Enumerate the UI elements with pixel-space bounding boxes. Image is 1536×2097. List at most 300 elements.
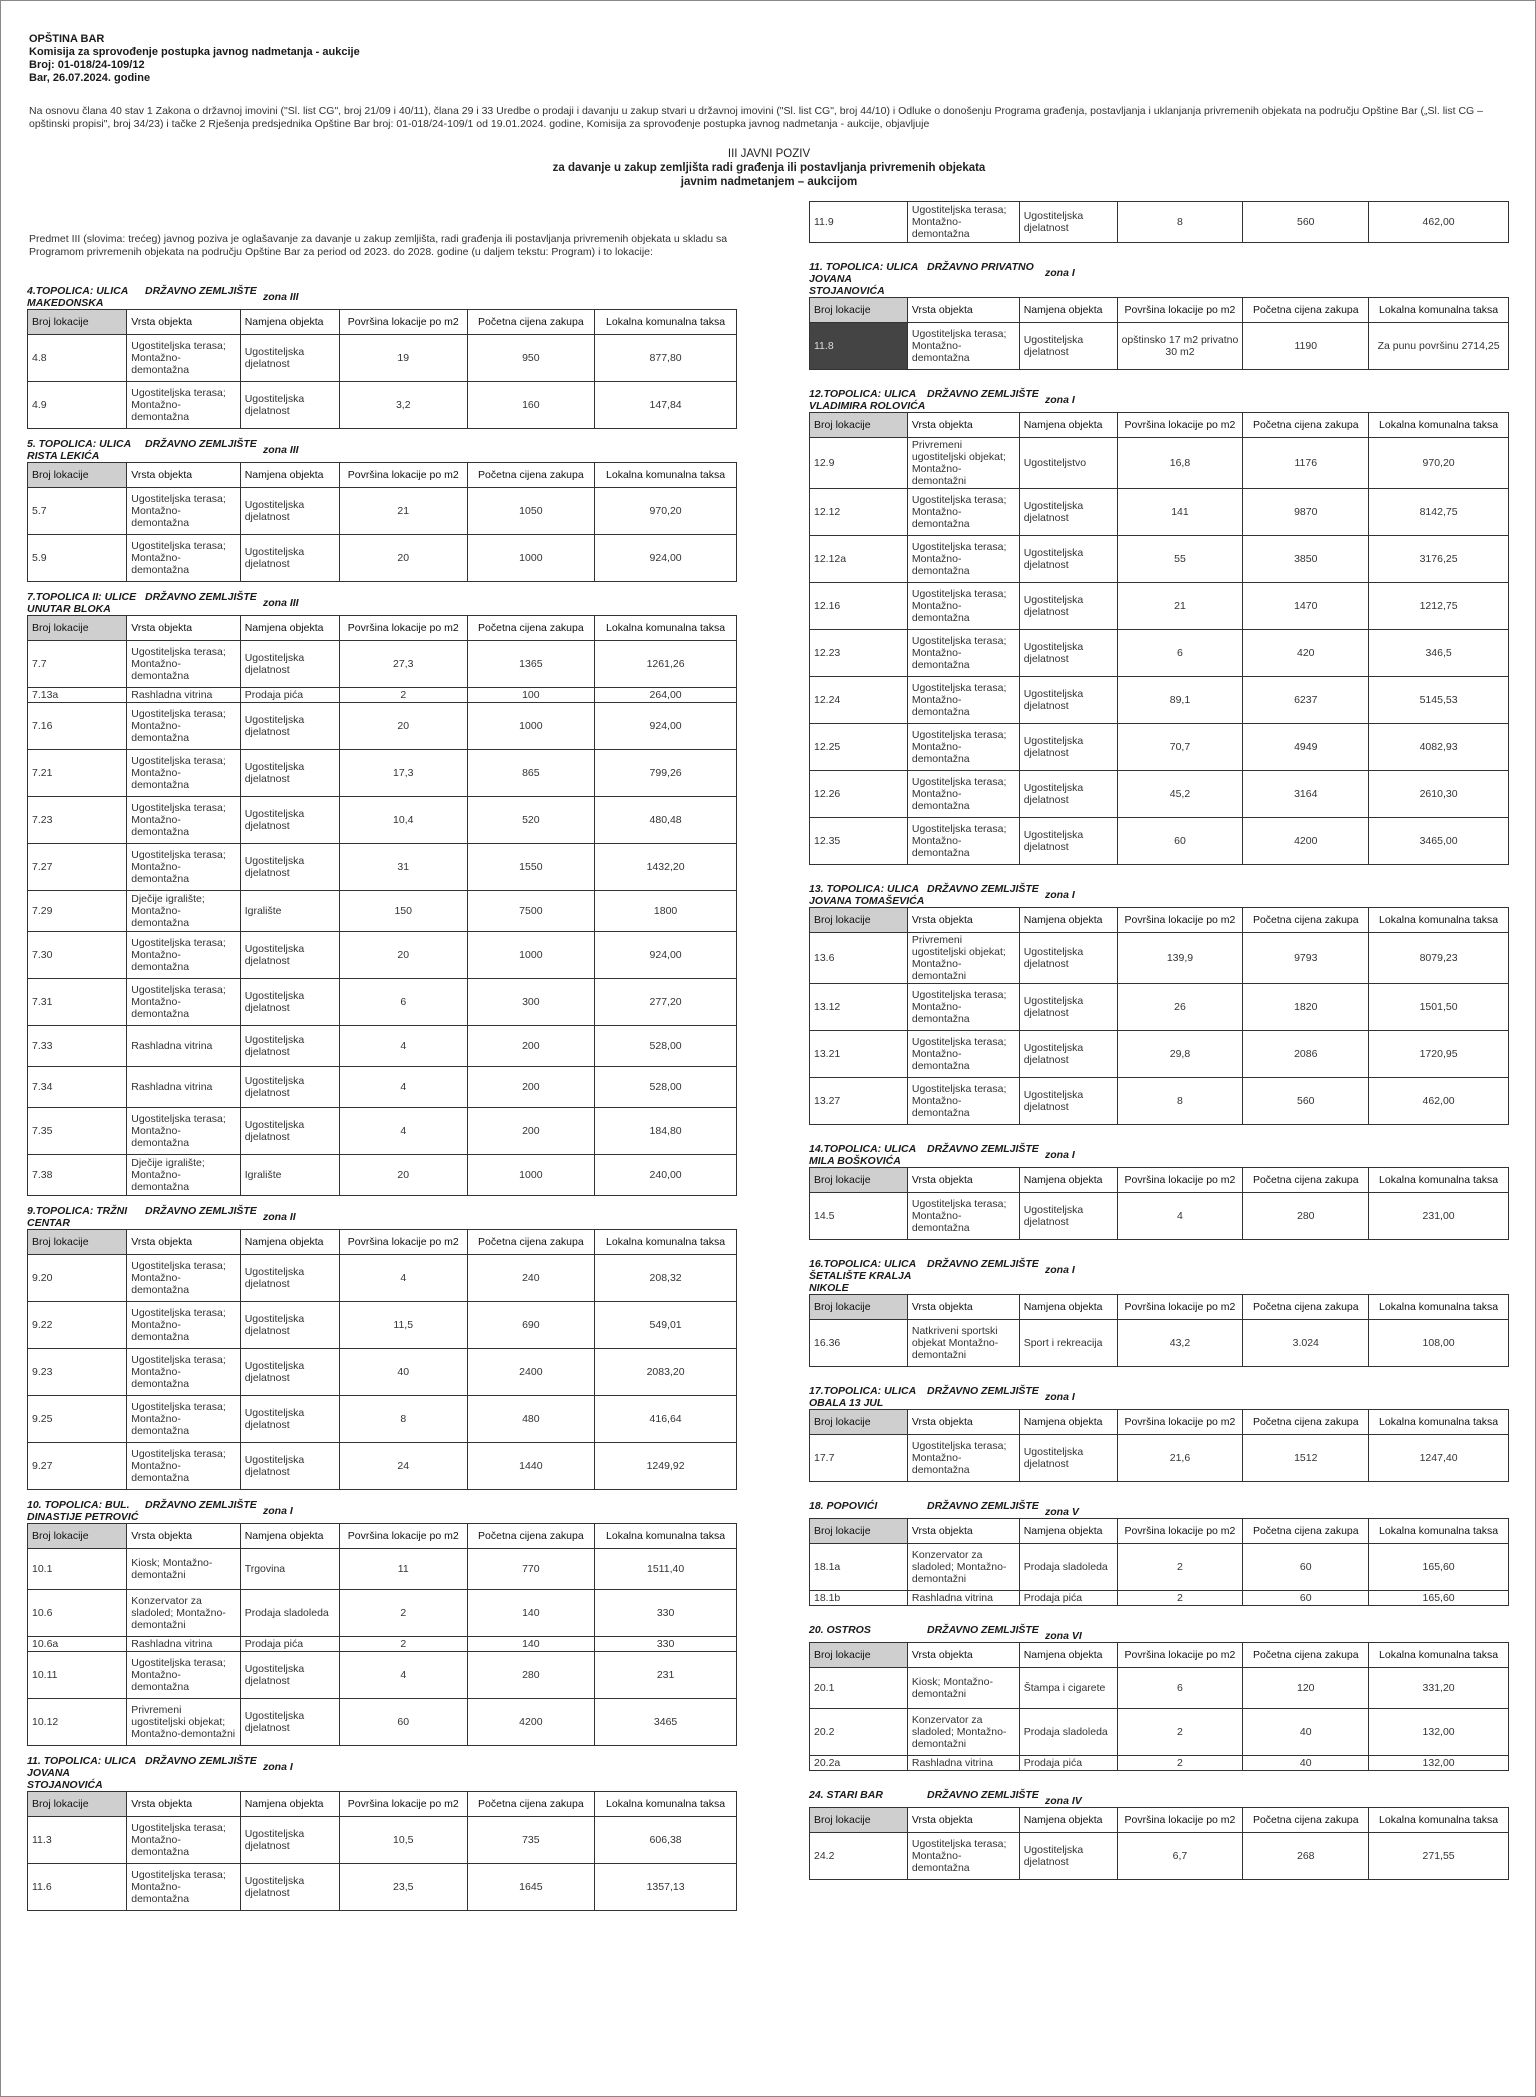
- table-cell: 2083,20: [595, 1349, 737, 1396]
- table-row: [28, 1302, 737, 1349]
- table-cell: Ugostiteljska djelatnost: [1019, 630, 1117, 677]
- table-cell: Ugostiteljska djelatnost: [1019, 933, 1117, 984]
- table-cell: Ugostiteljska djelatnost: [240, 1396, 339, 1443]
- section-zone: zona I: [1045, 1149, 1075, 1161]
- column-header: Broj lokacije: [810, 908, 908, 933]
- table-cell: 950: [467, 335, 595, 382]
- table-row: [28, 1652, 737, 1699]
- table-cell: Ugostiteljska djelatnost: [1019, 1833, 1117, 1880]
- table-cell: 10.1: [28, 1549, 127, 1590]
- table-cell: 240: [467, 1255, 595, 1302]
- table-row: [28, 1349, 737, 1396]
- column-header: Namjena objekta: [1019, 1295, 1117, 1320]
- column-header: Početna cijena zakupa: [467, 616, 595, 641]
- table-cell: 4: [339, 1108, 467, 1155]
- table-cell: Ugostiteljska djelatnost: [240, 1349, 339, 1396]
- table-cell: Ugostiteljska djelatnost: [240, 797, 339, 844]
- table-cell: 231,00: [1369, 1193, 1509, 1240]
- column-header: Površina lokacije po m2: [1117, 1295, 1243, 1320]
- column-header: Namjena objekta: [240, 616, 339, 641]
- section-heading: [809, 1385, 1509, 1409]
- table-row: [28, 750, 737, 797]
- column-header: Početna cijena zakupa: [467, 310, 595, 335]
- column-header: Lokalna komunalna taksa: [595, 616, 737, 641]
- table-cell: Ugostiteljska terasa; Montažno-demontažna: [907, 1078, 1019, 1125]
- locations-table: [809, 412, 1509, 865]
- table-cell: 12.12a: [810, 536, 908, 583]
- table-cell: 12.23: [810, 630, 908, 677]
- section-ownership: DRŽAVNO PRIVATNO: [927, 261, 1034, 273]
- section-location-name: 12.TOPOLICA: ULICA VLADIMIRA ROLOVIĆA: [809, 388, 926, 412]
- section-location-name: 20. OSTROS: [809, 1624, 871, 1636]
- table-row: [28, 1155, 737, 1196]
- table-cell: 17,3: [339, 750, 467, 797]
- section-ownership: DRŽAVNO ZEMLJIŠTE: [145, 591, 257, 603]
- table-cell: 924,00: [595, 703, 737, 750]
- table-cell: 1247,40: [1369, 1435, 1509, 1482]
- table-cell: 4: [1117, 1193, 1243, 1240]
- section-location-name: 9.TOPOLICA: TRŽNI CENTAR: [27, 1205, 128, 1229]
- column-header: Lokalna komunalna taksa: [1369, 1410, 1509, 1435]
- table-cell: Rashladna vitrina: [127, 1637, 240, 1652]
- table-row: [810, 933, 1509, 984]
- table-header-row: [28, 310, 737, 335]
- column-header: Površina lokacije po m2: [339, 616, 467, 641]
- table-cell: Ugostiteljska djelatnost: [1019, 984, 1117, 1031]
- section-heading: [809, 1500, 1509, 1518]
- table-row: [28, 932, 737, 979]
- table-cell: 24: [339, 1443, 467, 1490]
- column-header: Početna cijena zakupa: [1243, 908, 1369, 933]
- table-row: [810, 1435, 1509, 1482]
- column-header: Namjena objekta: [240, 463, 339, 488]
- location-section: [27, 591, 737, 1196]
- table-cell: Ugostiteljstvo: [1019, 438, 1117, 489]
- table-cell: 4200: [467, 1699, 595, 1746]
- table-cell: Konzervator za sladoled; Montažno-demontažni: [127, 1590, 240, 1637]
- right-column: [809, 201, 1509, 1880]
- table-cell: Ugostiteljska djelatnost: [1019, 1031, 1117, 1078]
- table-cell: 200: [467, 1108, 595, 1155]
- table-cell: 2: [1117, 1709, 1243, 1756]
- table-cell: Prodaja pića: [1019, 1756, 1117, 1771]
- locations-table: [809, 1518, 1509, 1606]
- table-cell: 43,2: [1117, 1320, 1243, 1367]
- table-cell: 11.6: [28, 1864, 127, 1911]
- table-cell: 6: [339, 979, 467, 1026]
- table-cell: 560: [1243, 202, 1369, 243]
- table-cell: 8: [339, 1396, 467, 1443]
- section-zone: zona III: [263, 597, 299, 609]
- table-header-row: [810, 413, 1509, 438]
- column-header: Lokalna komunalna taksa: [595, 1230, 737, 1255]
- table-cell: Igralište: [240, 1155, 339, 1196]
- table-cell: 100: [467, 688, 595, 703]
- table-row: [28, 1396, 737, 1443]
- column-header: Namjena objekta: [240, 310, 339, 335]
- table-cell: Rashladna vitrina: [127, 1067, 240, 1108]
- table-cell: 1000: [467, 1155, 595, 1196]
- table-cell: 60: [1243, 1591, 1369, 1606]
- section-heading: [27, 285, 737, 309]
- column-header: Vrsta objekta: [127, 1230, 240, 1255]
- column-header: Lokalna komunalna taksa: [1369, 908, 1509, 933]
- section-zone: zona V: [1045, 1506, 1079, 1518]
- table-header-row: [810, 1410, 1509, 1435]
- table-header-row: [810, 1519, 1509, 1544]
- table-cell: 3.024: [1243, 1320, 1369, 1367]
- table-cell: 9.25: [28, 1396, 127, 1443]
- table-row: [28, 335, 737, 382]
- table-cell: 7.23: [28, 797, 127, 844]
- table-cell: Za punu površinu 2714,25: [1369, 323, 1509, 370]
- table-cell: Ugostiteljska terasa; Montažno-demontažna: [907, 1031, 1019, 1078]
- table-cell: Ugostiteljska djelatnost: [1019, 536, 1117, 583]
- location-section: [27, 285, 737, 429]
- section-zone: zona I: [1045, 1391, 1075, 1403]
- table-cell: 5.9: [28, 535, 127, 582]
- table-cell: Ugostiteljska djelatnost: [1019, 1078, 1117, 1125]
- table-row: [28, 535, 737, 582]
- document-number: Broj: 01-018/24-109/12: [29, 59, 145, 71]
- column-header: Vrsta objekta: [127, 616, 240, 641]
- table-cell: Ugostiteljska terasa; Montažno-demontažna: [907, 583, 1019, 630]
- table-cell: 7.21: [28, 750, 127, 797]
- table-cell: Privremeni ugostiteljski objekat; Montažno-demontažni: [127, 1699, 240, 1746]
- table-cell: 165,60: [1369, 1591, 1509, 1606]
- section-heading: [809, 388, 1509, 412]
- table-cell: 12.26: [810, 771, 908, 818]
- table-cell: 480,48: [595, 797, 737, 844]
- table-cell: 200: [467, 1026, 595, 1067]
- table-cell: 19: [339, 335, 467, 382]
- table-cell: Ugostiteljska djelatnost: [1019, 677, 1117, 724]
- table-row: [810, 536, 1509, 583]
- table-row: [28, 1443, 737, 1490]
- column-header: Površina lokacije po m2: [1117, 413, 1243, 438]
- table-cell: Ugostiteljska djelatnost: [240, 1026, 339, 1067]
- column-header: Lokalna komunalna taksa: [1369, 298, 1509, 323]
- table-cell: Ugostiteljska djelatnost: [240, 750, 339, 797]
- table-cell: 10.6: [28, 1590, 127, 1637]
- column-header: Broj lokacije: [810, 1519, 908, 1544]
- table-cell: 29,8: [1117, 1031, 1243, 1078]
- table-row: [28, 1637, 737, 1652]
- table-cell: 3164: [1243, 771, 1369, 818]
- table-cell: 147,84: [595, 382, 737, 429]
- table-cell: 11.8: [810, 323, 908, 370]
- table-cell: 12.35: [810, 818, 908, 865]
- table-cell: 280: [1243, 1193, 1369, 1240]
- table-row: [810, 677, 1509, 724]
- column-header: Namjena objekta: [1019, 908, 1117, 933]
- table-cell: Prodaja pića: [240, 1637, 339, 1652]
- table-cell: 1440: [467, 1443, 595, 1490]
- table-cell: 150: [339, 891, 467, 932]
- column-header: Površina lokacije po m2: [1117, 1410, 1243, 1435]
- table-cell: 528,00: [595, 1067, 737, 1108]
- section-heading: [809, 1789, 1509, 1807]
- title-line-1: III JAVNI POZIV: [727, 148, 811, 160]
- column-header: Lokalna komunalna taksa: [595, 463, 737, 488]
- table-cell: 606,38: [595, 1817, 737, 1864]
- section-zone: zona I: [263, 1505, 293, 1517]
- locations-table: [27, 1791, 737, 1911]
- table-cell: 1820: [1243, 984, 1369, 1031]
- column-header: Vrsta objekta: [907, 908, 1019, 933]
- table-cell: 7.34: [28, 1067, 127, 1108]
- column-header: Početna cijena zakupa: [1243, 1168, 1369, 1193]
- table-cell: 924,00: [595, 535, 737, 582]
- table-cell: 1357,13: [595, 1864, 737, 1911]
- table-cell: 2: [1117, 1544, 1243, 1591]
- table-cell: Ugostiteljska terasa; Montažno-demontažna: [127, 488, 240, 535]
- table-cell: 12.9: [810, 438, 908, 489]
- table-cell: 7.13a: [28, 688, 127, 703]
- section-heading: [809, 1624, 1509, 1642]
- table-cell: 31: [339, 844, 467, 891]
- table-cell: Ugostiteljska terasa; Montažno-demontažna: [127, 1396, 240, 1443]
- section-location-name: 13. TOPOLICA: ULICA JOVANA TOMAŠEVIĆA: [809, 883, 925, 907]
- table-cell: 3465,00: [1369, 818, 1509, 865]
- table-cell: 416,64: [595, 1396, 737, 1443]
- column-header: Lokalna komunalna taksa: [1369, 413, 1509, 438]
- table-cell: 346,5: [1369, 630, 1509, 677]
- column-header: Početna cijena zakupa: [1243, 413, 1369, 438]
- locations-table: [809, 1642, 1509, 1771]
- column-header: Broj lokacije: [810, 1168, 908, 1193]
- table-cell: 200: [467, 1067, 595, 1108]
- column-header: Vrsta objekta: [907, 1295, 1019, 1320]
- table-cell: Ugostiteljska djelatnost: [240, 1699, 339, 1746]
- table-cell: 10.6a: [28, 1637, 127, 1652]
- title-line-3: javnim nadmetanjem – aukcijom: [680, 176, 858, 188]
- left-column: [27, 277, 737, 1911]
- column-header: Lokalna komunalna taksa: [595, 310, 737, 335]
- table-cell: 549,01: [595, 1302, 737, 1349]
- table-cell: 23,5: [339, 1864, 467, 1911]
- table-cell: Prodaja sladoleda: [240, 1590, 339, 1637]
- location-section: [809, 1500, 1509, 1606]
- document-date: Bar, 26.07.2024. godine: [29, 72, 151, 84]
- table-cell: 26: [1117, 984, 1243, 1031]
- table-cell: Rashladna vitrina: [907, 1591, 1019, 1606]
- column-header: Površina lokacije po m2: [339, 463, 467, 488]
- table-cell: Ugostiteljska terasa; Montažno-demontažna: [127, 1302, 240, 1349]
- column-header: Početna cijena zakupa: [467, 463, 595, 488]
- table-cell: 20: [339, 1155, 467, 1196]
- column-header: Vrsta objekta: [907, 1519, 1019, 1544]
- table-cell: 1176: [1243, 438, 1369, 489]
- location-section: [27, 1755, 737, 1911]
- table-row: [28, 1255, 737, 1302]
- table-cell: Ugostiteljska djelatnost: [240, 382, 339, 429]
- column-header: Broj lokacije: [28, 1792, 127, 1817]
- table-cell: Ugostiteljska djelatnost: [1019, 771, 1117, 818]
- table-cell: 2: [339, 1590, 467, 1637]
- table-row: [28, 703, 737, 750]
- table-cell: 2: [339, 688, 467, 703]
- table-cell: 7.31: [28, 979, 127, 1026]
- column-header: Lokalna komunalna taksa: [595, 1524, 737, 1549]
- column-header: Namjena objekta: [1019, 1519, 1117, 1544]
- table-cell: 3,2: [339, 382, 467, 429]
- table-cell: Ugostiteljska terasa; Montažno-demontažna: [127, 750, 240, 797]
- locations-table: [27, 1229, 737, 1490]
- table-cell: Rashladna vitrina: [127, 688, 240, 703]
- table-cell: 20: [339, 535, 467, 582]
- table-cell: Ugostiteljska terasa; Montažno-demontažna: [127, 1864, 240, 1911]
- table-cell: Ugostiteljska terasa; Montažno-demontažna: [127, 1255, 240, 1302]
- column-header: Površina lokacije po m2: [1117, 298, 1243, 323]
- section-heading: [809, 261, 1509, 297]
- table-cell: 7500: [467, 891, 595, 932]
- table-cell: 21: [1117, 583, 1243, 630]
- table-cell: Ugostiteljska terasa; Montažno-demontažna: [907, 984, 1019, 1031]
- section-zone: zona IV: [1045, 1795, 1082, 1807]
- table-cell: 12.12: [810, 489, 908, 536]
- table-cell: 10.11: [28, 1652, 127, 1699]
- table-cell: 970,20: [595, 488, 737, 535]
- table-cell: 4: [339, 1067, 467, 1108]
- section-ownership: DRŽAVNO ZEMLJIŠTE: [927, 883, 1039, 895]
- table-cell: 970,20: [1369, 438, 1509, 489]
- column-header: Vrsta objekta: [907, 1808, 1019, 1833]
- table-cell: 4: [339, 1255, 467, 1302]
- location-section: [809, 388, 1509, 865]
- section-location-name: 11. TOPOLICA: ULICA JOVANA STOJANOVIĆA: [809, 261, 918, 297]
- column-header: Broj lokacije: [28, 1524, 127, 1549]
- table-row: [810, 771, 1509, 818]
- table-row: [810, 583, 1509, 630]
- section-location-name: 5. TOPOLICA: ULICA RISTA LEKIĆA: [27, 438, 131, 462]
- commission-name: Komisija za sprovođenje postupka javnog nadmetanja - aukcije: [29, 46, 360, 58]
- table-row: [810, 489, 1509, 536]
- table-cell: Ugostiteljska terasa; Montažno-demontažna: [907, 323, 1019, 370]
- table-row: [810, 1544, 1509, 1591]
- column-header: Površina lokacije po m2: [1117, 1808, 1243, 1833]
- table-row: [28, 1817, 737, 1864]
- column-header: Broj lokacije: [810, 1295, 908, 1320]
- table-header-row: [810, 908, 1509, 933]
- table-cell: 40: [1243, 1709, 1369, 1756]
- column-header: Površina lokacije po m2: [1117, 1168, 1243, 1193]
- table-cell: 462,00: [1369, 202, 1509, 243]
- location-section: [809, 261, 1509, 370]
- section-heading: [809, 1143, 1509, 1167]
- table-cell: 7.30: [28, 932, 127, 979]
- table-cell: 877,80: [595, 335, 737, 382]
- table-row: [28, 688, 737, 703]
- table-cell: 24.2: [810, 1833, 908, 1880]
- table-row: [28, 1067, 737, 1108]
- locations-table: [809, 1167, 1509, 1240]
- column-header: Broj lokacije: [28, 463, 127, 488]
- section-zone: zona I: [1045, 267, 1075, 279]
- table-cell: 1000: [467, 703, 595, 750]
- table-cell: 240,00: [595, 1155, 737, 1196]
- column-header: Površina lokacije po m2: [339, 1524, 467, 1549]
- table-header-row: [810, 1808, 1509, 1833]
- table-cell: 140: [467, 1590, 595, 1637]
- table-cell: 20.1: [810, 1668, 908, 1709]
- table-cell: 6237: [1243, 677, 1369, 724]
- table-row: [28, 488, 737, 535]
- table-cell: 6: [1117, 630, 1243, 677]
- table-cell: Ugostiteljska terasa; Montažno-demontažna: [127, 844, 240, 891]
- table-cell: 271,55: [1369, 1833, 1509, 1880]
- table-cell: 12.24: [810, 677, 908, 724]
- table-header-row: [28, 616, 737, 641]
- table-cell: 1645: [467, 1864, 595, 1911]
- table-cell: 13.6: [810, 933, 908, 984]
- section-ownership: DRŽAVNO ZEMLJIŠTE: [927, 1385, 1039, 1397]
- document-title: [1, 147, 1536, 189]
- table-cell: opštinsko 17 m2 privatno 30 m2: [1117, 323, 1243, 370]
- table-row: [810, 1833, 1509, 1880]
- location-section: [809, 1385, 1509, 1482]
- table-cell: 12.25: [810, 724, 908, 771]
- table-cell: Ugostiteljska terasa; Montažno-demontažna: [127, 335, 240, 382]
- table-cell: Ugostiteljska terasa; Montažno-demontažna: [907, 536, 1019, 583]
- table-cell: Ugostiteljska djelatnost: [1019, 818, 1117, 865]
- table-cell: 9.23: [28, 1349, 127, 1396]
- section-zone: zona I: [1045, 394, 1075, 406]
- table-cell: 9.20: [28, 1255, 127, 1302]
- column-header: Vrsta objekta: [127, 310, 240, 335]
- subject-paragraph: Predmet III (slovima: trećeg) javnog poziva je oglašavanje za davanje u zakup zemljišta, radi građenja ili postavljanja privremenih objekata u skladu sa Programom privremenih objekata na području Opštine Bar za period od 2023. do 2028. godine (u daljem tekstu: Program) i to lokacije:: [29, 233, 728, 258]
- section-heading: [809, 1258, 1509, 1294]
- table-cell: 89,1: [1117, 677, 1243, 724]
- table-cell: Ugostiteljska djelatnost: [240, 932, 339, 979]
- section-heading: [27, 1755, 737, 1791]
- table-cell: 40: [339, 1349, 467, 1396]
- column-header: Početna cijena zakupa: [1243, 298, 1369, 323]
- table-cell: 7.27: [28, 844, 127, 891]
- section-zone: zona II: [263, 1211, 296, 1223]
- column-header: Površina lokacije po m2: [1117, 1643, 1243, 1668]
- table-row: [810, 1031, 1509, 1078]
- column-header: Početna cijena zakupa: [467, 1230, 595, 1255]
- table-cell: Kiosk; Montažno-demontažni: [907, 1668, 1019, 1709]
- table-cell: 208,32: [595, 1255, 737, 1302]
- section-location-name: 16.TOPOLICA: ULICA ŠETALIŠTE KRALJA NIKOLE: [809, 1258, 916, 1294]
- table-cell: 4: [339, 1652, 467, 1699]
- location-section: [809, 1143, 1509, 1240]
- table-cell: 264,00: [595, 688, 737, 703]
- table-cell: Ugostiteljska djelatnost: [240, 1067, 339, 1108]
- column-header: Početna cijena zakupa: [467, 1792, 595, 1817]
- table-cell: Prodaja pića: [240, 688, 339, 703]
- table-row: [28, 1108, 737, 1155]
- table-header-row: [28, 1792, 737, 1817]
- table-cell: 1550: [467, 844, 595, 891]
- table-row: [810, 630, 1509, 677]
- table-cell: 20.2: [810, 1709, 908, 1756]
- column-header: Broj lokacije: [28, 1230, 127, 1255]
- table-cell: 16.36: [810, 1320, 908, 1367]
- table-cell: 184,80: [595, 1108, 737, 1155]
- table-cell: Ugostiteljska terasa; Montažno-demontažna: [127, 979, 240, 1026]
- table-cell: Ugostiteljska djelatnost: [1019, 583, 1117, 630]
- table-cell: 13.21: [810, 1031, 908, 1078]
- table-row: [810, 323, 1509, 370]
- table-cell: Ugostiteljska djelatnost: [240, 1864, 339, 1911]
- table-cell: 10.12: [28, 1699, 127, 1746]
- table-cell: Ugostiteljska djelatnost: [1019, 489, 1117, 536]
- column-header: Lokalna komunalna taksa: [1369, 1168, 1509, 1193]
- column-header: Početna cijena zakupa: [467, 1524, 595, 1549]
